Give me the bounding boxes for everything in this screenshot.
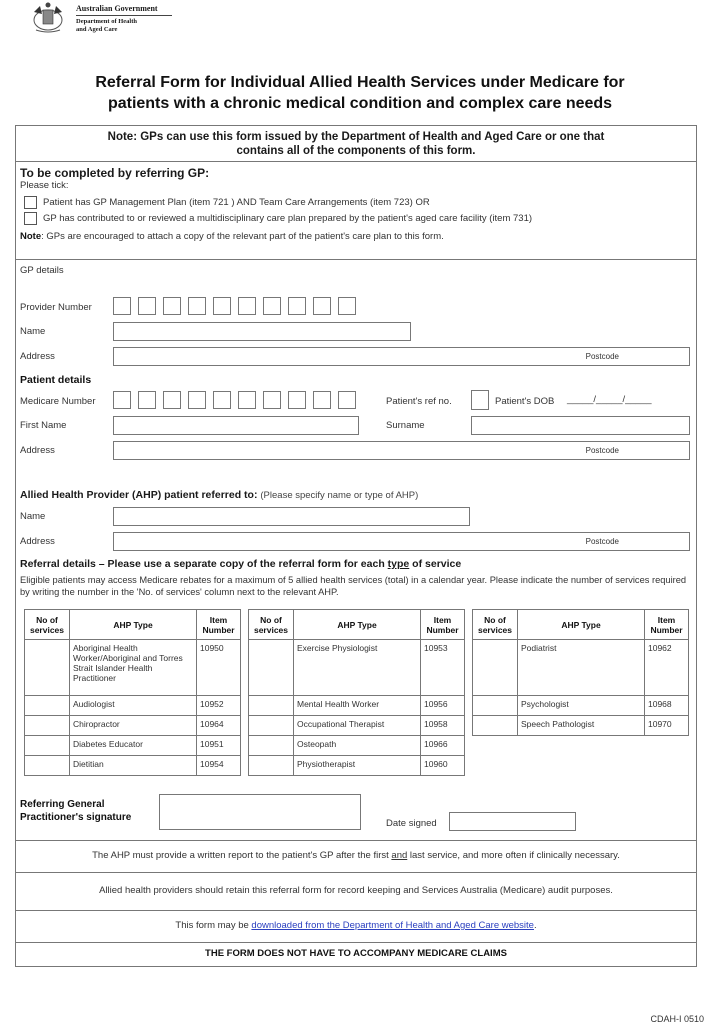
services-input[interactable] (249, 696, 294, 716)
ahp-type: Aboriginal Health Worker/Aboriginal and Torres Strait Islander Health Practitioner (70, 640, 197, 696)
item-number: 10952 (197, 696, 241, 716)
ahp-address-field[interactable] (113, 532, 690, 551)
ahp-table-2 (248, 609, 465, 776)
ahp-type: Osteopath (294, 736, 421, 756)
download-note-pre: This form may be (175, 920, 252, 931)
claims-note: THE FORM DOES NOT HAVE TO ACCOMPANY MEDICARE CLAIMS (16, 942, 696, 966)
government-logo (28, 0, 178, 42)
gp-address-label: Address (20, 351, 55, 362)
item-number: 10954 (197, 756, 241, 776)
services-input[interactable] (25, 756, 70, 776)
item-number: 10951 (197, 736, 241, 756)
note-line1: Note: GPs can use this form issued by the Department of Health and Aged Care or one that (107, 131, 605, 143)
provider-number-label: Provider Number (20, 302, 92, 313)
report-note-and: and (391, 850, 408, 861)
col-type-header: AHP Type (294, 610, 421, 640)
signature-label (20, 798, 131, 824)
item-number: 10958 (421, 716, 465, 736)
report-note-post: last service, and more often if clinically necessary. (407, 850, 620, 861)
patient-address-field[interactable] (113, 441, 690, 460)
services-input[interactable] (25, 736, 70, 756)
logo-dept-line1: Department of Health (76, 18, 138, 25)
table-row (25, 716, 241, 736)
ahp-type: Exercise Physiologist (294, 640, 421, 696)
services-input[interactable] (25, 696, 70, 716)
ahp-heading-bold: Allied Health Provider (AHP) patient referred to: (20, 489, 258, 501)
table-row (473, 696, 689, 716)
ahp-type: Psychologist (518, 696, 645, 716)
ahp-address-label: Address (20, 536, 55, 547)
services-input[interactable] (249, 640, 294, 696)
gp-details-heading: GP details (20, 265, 64, 276)
ahp-type: Audiologist (70, 696, 197, 716)
date-signed-label: Date signed (386, 818, 437, 829)
medicare-number-input[interactable] (113, 391, 363, 414)
table-row (473, 640, 689, 696)
first-name-field[interactable] (113, 416, 359, 435)
col-type-header: AHP Type (70, 610, 197, 640)
ahp-type: Diabetes Educator (70, 736, 197, 756)
signature-field[interactable] (159, 794, 361, 830)
option2-label: GP has contributed to or reviewed a multidisciplinary care plan prepared by the patient's aged care facility (item 731) (43, 213, 533, 224)
table-row (473, 716, 689, 736)
ahp-type: Podiatrist (518, 640, 645, 696)
col-type-header: AHP Type (518, 610, 645, 640)
item-number: 10968 (645, 696, 689, 716)
services-input[interactable] (473, 640, 518, 696)
date-signed-field[interactable] (449, 812, 576, 831)
table-row (249, 716, 465, 736)
item-number: 10960 (421, 756, 465, 776)
form-code: CDAH-I 0510 (650, 1014, 704, 1024)
item-number: 10953 (421, 640, 465, 696)
services-input[interactable] (25, 640, 70, 696)
referral-details-description: Eligible patients may access Medicare rebates for a maximum of 5 allied health services (total) in a calendar year. Please indicate the number of services required by writing the number in the 'No. of services' column next to the relevant AHP. (20, 575, 687, 597)
table-row (25, 756, 241, 776)
multidisciplinary-plan-checkbox[interactable] (24, 212, 37, 225)
col-services-header: No of services (25, 610, 70, 640)
logo-government-text: Australian Government (76, 4, 172, 16)
signature-label-line2: Practitioner's signature (20, 812, 132, 823)
option-gp-management-plan (20, 196, 692, 209)
patient-details-heading: Patient details (20, 374, 92, 386)
note-bold: Note (20, 231, 42, 242)
note-text: : GPs are encouraged to attach a copy of the relevant part of the patient's care plan to this form. (41, 231, 444, 242)
gp-address-field[interactable] (113, 347, 690, 366)
item-number: 10964 (197, 716, 241, 736)
ahp-heading-note: (Please specify name or type of AHP) (260, 490, 419, 501)
col-item-header: Item Number (421, 610, 465, 640)
report-requirement-note (16, 840, 696, 872)
table-row (25, 696, 241, 716)
table-row (249, 736, 465, 756)
ahp-postcode-label: Postcode (585, 537, 619, 546)
form-title (0, 72, 720, 114)
gp-name-label: Name (20, 326, 46, 337)
item-number: 10966 (421, 736, 465, 756)
ahp-table-3 (472, 609, 689, 736)
note-box (16, 126, 696, 162)
table-row (249, 756, 465, 776)
ahp-name-field[interactable] (113, 507, 470, 526)
surname-field[interactable] (471, 416, 690, 435)
col-item-header: Item Number (645, 610, 689, 640)
option-multidisciplinary-plan (20, 212, 692, 225)
services-input[interactable] (25, 716, 70, 736)
ahp-type: Dietitian (70, 756, 197, 776)
patient-dob-field[interactable]: _____/_____/_____ (567, 394, 652, 405)
signature-label-line1: Referring General (20, 799, 105, 810)
logo-department-text (76, 18, 172, 34)
referral-heading-pre: Referral details – Please use a separate copy of the referral form for each (20, 558, 388, 570)
ahp-name-label: Name (20, 511, 46, 522)
referring-gp-heading: To be completed by referring GP: (20, 166, 210, 180)
download-note-post: . (533, 920, 537, 931)
download-website-link[interactable]: downloaded from the Department of Health and Aged Care website (251, 920, 534, 931)
item-number: 10950 (197, 640, 241, 696)
gp-postcode-label: Postcode (585, 352, 619, 361)
referral-details-heading (20, 558, 461, 570)
ahp-type: Speech Pathologist (518, 716, 645, 736)
gp-name-field[interactable] (113, 322, 411, 341)
item-number: 10970 (645, 716, 689, 736)
note-line2: contains all of the components of this form. (236, 145, 476, 157)
referring-gp-section (16, 162, 696, 260)
item-number: 10956 (421, 696, 465, 716)
first-name-label: First Name (20, 420, 67, 431)
medicare-number-label: Medicare Number (20, 396, 96, 407)
services-input[interactable] (473, 696, 518, 716)
ahp-type: Chiropractor (70, 716, 197, 736)
provider-number-input[interactable] (113, 297, 363, 320)
patient-address-label: Address (20, 445, 55, 456)
form-frame (15, 125, 697, 967)
col-item-header: Item Number (197, 610, 241, 640)
retain-form-note: Allied health providers should retain this referral form for record keeping and Services Australia (Medicare) audit purposes. (16, 872, 696, 910)
logo-dept-line2: and Aged Care (76, 26, 118, 33)
download-note (16, 910, 696, 942)
col-services-header: No of services (249, 610, 294, 640)
ahp-heading (20, 489, 418, 501)
services-input[interactable] (249, 716, 294, 736)
services-input[interactable] (473, 716, 518, 736)
title-line1: Referral Form for Individual Allied Health Services under Medicare for (95, 74, 625, 91)
services-input[interactable] (249, 756, 294, 776)
report-note-pre: The AHP must provide a written report to the patient's GP after the first (92, 850, 392, 861)
col-services-header: No of services (473, 610, 518, 640)
ahp-table-1 (24, 609, 241, 776)
option1-label: Patient has GP Management Plan (item 721 ) AND Team Care Arrangements (item 723) OR (43, 197, 430, 208)
table-row (25, 736, 241, 756)
patient-dob-label: Patient's DOB (495, 396, 555, 407)
surname-label: Surname (386, 420, 425, 431)
patient-postcode-label: Postcode (585, 446, 619, 455)
referral-heading-type: type (387, 558, 410, 570)
patient-ref-label: Patient's ref no. (386, 396, 452, 407)
please-tick-label: Please tick: (20, 180, 69, 191)
referral-heading-post: of service (409, 558, 462, 570)
title-line2: patients with a chronic medical condition and complex care needs (107, 95, 613, 112)
table-row (25, 640, 241, 696)
patient-ref-field[interactable] (471, 390, 489, 410)
item-number: 10962 (645, 640, 689, 696)
ahp-type: Mental Health Worker (294, 696, 421, 716)
ahp-type: Occupational Therapist (294, 716, 421, 736)
services-input[interactable] (249, 736, 294, 756)
coat-of-arms-icon (28, 0, 68, 36)
gp-management-plan-checkbox[interactable] (24, 196, 37, 209)
table-row (249, 640, 465, 696)
ahp-type: Physiotherapist (294, 756, 421, 776)
table-row (249, 696, 465, 716)
attach-note (20, 231, 692, 242)
